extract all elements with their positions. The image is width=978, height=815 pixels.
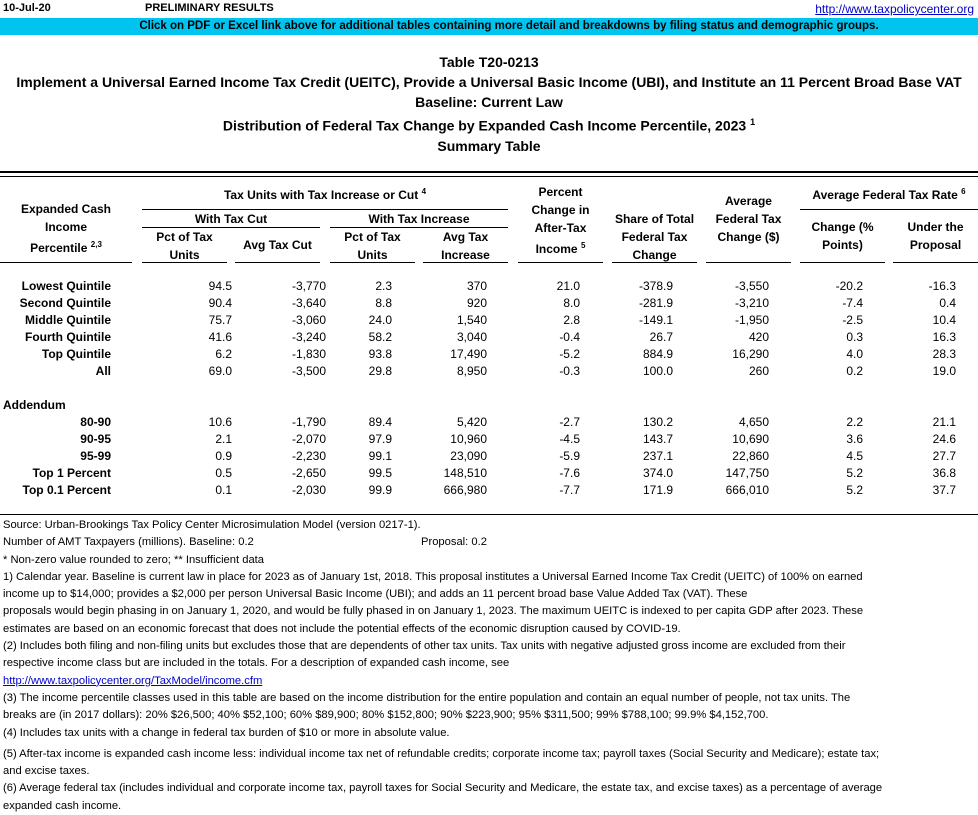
cell-cut-avg: -2,030 xyxy=(291,483,326,497)
footnotes xyxy=(3,517,975,815)
row-label: Middle Quintile xyxy=(25,313,111,327)
cell-avg-change: 4,650 xyxy=(738,415,769,429)
col-inc-avg-l1: Avg Tax xyxy=(442,230,489,244)
cell-rate-under: 0.4 xyxy=(939,296,956,310)
col-inc-avg-l2: Increase xyxy=(441,248,490,262)
cell-rate-under: 28.3 xyxy=(932,347,956,361)
cell-inc-avg: 148,510 xyxy=(443,466,487,480)
cell-cut-pct: 41.6 xyxy=(208,330,232,344)
distribution-title xyxy=(0,112,978,136)
table-id: Table T20-0213 xyxy=(439,54,539,70)
col-income-header xyxy=(0,200,132,257)
cell-share: 237.1 xyxy=(642,449,673,463)
cell-avg-change: 10,690 xyxy=(732,432,769,446)
cell-pct-change: -5.2 xyxy=(559,347,580,361)
cell-rate-change: 4.0 xyxy=(846,347,863,361)
cell-cut-pct: 75.7 xyxy=(208,313,232,327)
footnote-ref: 5 xyxy=(580,241,586,250)
tpc-site-link[interactable]: http://www.taxpolicycenter.org xyxy=(815,2,974,16)
cell-avg-change: 22,860 xyxy=(732,449,769,463)
table-bottom-rule xyxy=(0,514,978,515)
cell-inc-avg: 10,960 xyxy=(450,432,487,446)
cell-inc-avg: 920 xyxy=(466,296,487,310)
cell-cut-avg: -2,070 xyxy=(291,432,326,446)
cell-pct-change: -7.7 xyxy=(559,483,580,497)
cell-avg-change: 16,290 xyxy=(732,347,769,361)
col-avg-change-l1: Average xyxy=(725,194,772,208)
cell-inc-avg: 8,950 xyxy=(456,364,487,378)
table-row xyxy=(0,482,978,499)
cell-inc-pct: 99.9 xyxy=(368,483,392,497)
col-share-l2: Federal Tax xyxy=(621,230,688,244)
table-titles xyxy=(0,52,978,156)
cell-avg-change: 147,750 xyxy=(725,466,769,480)
col-underline xyxy=(330,262,415,263)
col-income-text: Percentile xyxy=(30,241,88,255)
cell-pct-change: -2.7 xyxy=(559,415,580,429)
with-cut-header: With Tax Cut xyxy=(194,212,268,226)
row-label: Lowest Quintile xyxy=(21,279,111,293)
amt-note xyxy=(3,534,975,551)
col-rate-under-l2: Proposal xyxy=(909,238,962,252)
col-rate-under-header xyxy=(893,218,978,254)
col-underline xyxy=(235,262,320,263)
cell-cut-pct: 10.6 xyxy=(208,415,232,429)
cell-rate-change: -7.4 xyxy=(842,296,863,310)
cell-cut-pct: 69.0 xyxy=(208,364,232,378)
cell-cut-pct: 0.5 xyxy=(215,466,232,480)
col-underline xyxy=(612,262,697,263)
cell-pct-change: -5.9 xyxy=(559,449,580,463)
note-3b: breaks are (in 2017 dollars): 20% $26,500; 40% $52,100; 60% $89,900; 80% $152,800; 90% $223,900; 95% $311,500; 99% $788,100; 99.9% $4,152,700. xyxy=(3,709,769,722)
note-5a: (5) After-tax income is expanded cash income less: individual income tax net of refundable credits; corporate income tax; payroll taxes (Social Security and Medicare); estate tax; xyxy=(3,747,880,760)
cell-rate-under: 10.4 xyxy=(932,313,956,327)
footnote-ref: 6 xyxy=(961,187,966,196)
row-label: 95-99 xyxy=(80,449,111,463)
col-inc-pct-header xyxy=(330,228,415,264)
cell-inc-pct: 99.5 xyxy=(368,466,392,480)
cell-pct-change: -0.3 xyxy=(559,364,580,378)
note-1a: 1) Calendar year. Baseline is current law in place for 2023 as of January 1st, 2018. This proposal institutes a Universal Earned Income Tax Credit (UEITC) of 100% on earned xyxy=(3,570,863,583)
col-rate-under-l1: Under the xyxy=(907,220,964,234)
note-6a: (6) Average federal tax (includes individual and corporate income tax, payroll taxes for Social Security and Medicare, the estate tax, and excise taxes) as a percentage of average xyxy=(3,782,883,795)
cell-rate-change: -2.5 xyxy=(842,313,863,327)
group-rate-text: Average Federal Tax Rate xyxy=(812,188,958,202)
table-row xyxy=(0,346,978,363)
info-banner: Click on PDF or Excel link above for additional tables containing more detail and breakdowns by filing status and demographic groups. xyxy=(0,18,978,35)
cell-share: 130.2 xyxy=(642,415,673,429)
cell-rate-change: -20.2 xyxy=(835,279,863,293)
col-underline xyxy=(518,262,603,263)
cell-rate-under: 24.6 xyxy=(932,432,956,446)
cell-share: 884.9 xyxy=(642,347,673,361)
report-date: 10-Jul-20 xyxy=(3,2,51,14)
cell-share: 143.7 xyxy=(642,432,673,446)
cell-inc-avg: 5,420 xyxy=(456,415,487,429)
cell-avg-change: 420 xyxy=(748,330,769,344)
cell-inc-pct: 2.3 xyxy=(375,279,392,293)
cell-pct-change: 8.0 xyxy=(563,296,580,310)
cell-inc-avg: 3,040 xyxy=(456,330,487,344)
top-bar xyxy=(0,0,978,18)
cell-rate-change: 4.5 xyxy=(846,449,863,463)
cell-inc-avg: 370 xyxy=(466,279,487,293)
note-1c: proposals would begin phasing in on January 1, 2020, and would be fully phased in on January 1, 2023. The maximum UEITC is indexed to per capita GDP after 2023. These xyxy=(3,605,864,618)
table-row xyxy=(0,414,978,431)
col-share-header xyxy=(612,210,697,264)
cell-cut-pct: 0.1 xyxy=(215,483,232,497)
cell-rate-under: 37.7 xyxy=(932,483,956,497)
col-underline xyxy=(706,262,791,263)
cell-cut-avg: -3,500 xyxy=(291,364,326,378)
cell-cut-avg: -3,240 xyxy=(291,330,326,344)
note-6b: expanded cash income. xyxy=(3,799,122,812)
cell-share: 100.0 xyxy=(642,364,673,378)
col-avg-change-header xyxy=(706,192,791,246)
col-rate-change-header xyxy=(800,218,885,254)
table-row xyxy=(0,363,978,380)
cell-cut-pct: 94.5 xyxy=(208,279,232,293)
col-cut-pct-l1: Pct of Tax xyxy=(156,230,213,244)
cell-inc-avg: 23,090 xyxy=(450,449,487,463)
footnote-ref: 2,3 xyxy=(90,240,102,249)
footnote-ref: 1 xyxy=(750,117,756,127)
cell-cut-pct: 90.4 xyxy=(208,296,232,310)
amt-proposal: Proposal: 0.2 xyxy=(421,536,487,549)
cell-cut-avg: -1,790 xyxy=(291,415,326,429)
cell-inc-pct: 24.0 xyxy=(368,313,392,327)
col-inc-pct-l2: Units xyxy=(357,248,388,262)
row-label: All xyxy=(95,364,111,378)
addendum-label: Addendum xyxy=(3,398,66,412)
col-pct-change-l3: After-Tax xyxy=(534,221,587,235)
col-avg-change-l2: Federal Tax xyxy=(715,212,782,226)
table-row xyxy=(0,312,978,329)
cell-cut-avg: -2,230 xyxy=(291,449,326,463)
cell-pct-change: -7.6 xyxy=(559,466,580,480)
cell-rate-under: -16.3 xyxy=(928,279,956,293)
cell-pct-change: -4.5 xyxy=(559,432,580,446)
group-rate-header xyxy=(800,183,978,204)
summary-title: Summary Table xyxy=(437,137,541,154)
cell-rate-change: 5.2 xyxy=(846,483,863,497)
cell-share: 26.7 xyxy=(649,330,673,344)
row-label: Top Quintile xyxy=(41,347,111,361)
cell-rate-under: 36.8 xyxy=(932,466,956,480)
note-5b: and excise taxes. xyxy=(3,765,90,778)
cell-share: 171.9 xyxy=(642,483,673,497)
col-avg-change-l3: Change ($) xyxy=(717,230,780,244)
note-4: (4) Includes tax units with a change in federal tax burden of $10 or more in absolute value. xyxy=(3,726,450,739)
cell-rate-change: 2.2 xyxy=(846,415,863,429)
col-underline xyxy=(0,262,132,263)
cell-share: 374.0 xyxy=(642,466,673,480)
note-2a: (2) Includes both filing and non-filing units but excludes those that are dependents of other tax units. Tax units with negative adjusted gross income are excluded from their xyxy=(3,640,846,653)
cell-avg-change: -3,550 xyxy=(734,279,769,293)
cell-inc-pct: 97.9 xyxy=(368,432,392,446)
note-1d: estimates are based on an economic forecast that does not include the potential effects of the economic disruption caused by COVID-19. xyxy=(3,622,681,635)
cell-pct-change: -0.4 xyxy=(559,330,580,344)
col-pct-change-header xyxy=(518,183,603,258)
col-rate-change-l2: Points) xyxy=(822,238,863,252)
rate-underline xyxy=(800,209,978,210)
note-2b: respective income class but are included in the totals. For a description of expanded cash income, see xyxy=(3,657,510,670)
row-label: 90-95 xyxy=(80,432,111,446)
cell-inc-pct: 89.4 xyxy=(368,415,392,429)
cell-inc-pct: 8.8 xyxy=(375,296,392,310)
cell-pct-change: 2.8 xyxy=(563,313,580,327)
cell-inc-pct: 58.2 xyxy=(368,330,392,344)
cell-share: -378.9 xyxy=(638,279,673,293)
cell-share: -149.1 xyxy=(638,313,673,327)
row-label: Fourth Quintile xyxy=(25,330,111,344)
col-pct-change-text: Income xyxy=(535,242,578,256)
col-share-l1: Share of Total xyxy=(614,212,695,226)
col-rate-change-l1: Change (% xyxy=(811,220,874,234)
cell-inc-pct: 99.1 xyxy=(368,449,392,463)
baseline-title: Baseline: Current Law xyxy=(415,94,563,110)
cell-rate-under: 21.1 xyxy=(932,415,956,429)
preliminary-label: PRELIMINARY RESULTS xyxy=(145,2,274,14)
note-3a: (3) The income percentile classes used in this table are based on the income distribution for the entire population and contain an equal number of people, not tax units. The xyxy=(3,691,851,704)
cell-inc-pct: 93.8 xyxy=(368,347,392,361)
col-cut-pct-header xyxy=(142,228,227,264)
table-row xyxy=(0,295,978,312)
cell-rate-under: 27.7 xyxy=(932,449,956,463)
table-row xyxy=(0,278,978,295)
table-row xyxy=(0,329,978,346)
with-increase-header: With Tax Increase xyxy=(368,212,470,226)
table-row xyxy=(0,431,978,448)
cell-cut-avg: -2,650 xyxy=(291,466,326,480)
cell-cut-avg: -3,640 xyxy=(291,296,326,310)
cell-cut-avg: -3,060 xyxy=(291,313,326,327)
table-row xyxy=(0,448,978,465)
cell-cut-pct: 2.1 xyxy=(215,432,232,446)
col-underline xyxy=(893,262,978,263)
col-income-line2 xyxy=(0,236,132,257)
cell-avg-change: -3,210 xyxy=(734,296,769,310)
cell-avg-change: -1,950 xyxy=(734,313,769,327)
col-underline xyxy=(142,262,227,263)
cell-inc-avg: 1,540 xyxy=(456,313,487,327)
col-inc-avg-header xyxy=(423,228,508,264)
cell-rate-change: 3.6 xyxy=(846,432,863,446)
cell-inc-avg: 666,980 xyxy=(443,483,487,497)
proposal-title: Implement a Universal Earned Income Tax Credit (UEITC), Provide a Universal Basic Income (UBI), and Institute an 11 Percent Broad Base VAT xyxy=(16,74,962,90)
cell-rate-change: 0.3 xyxy=(846,330,863,344)
footnote-ref: 4 xyxy=(421,187,427,196)
cell-cut-pct: 0.9 xyxy=(215,449,232,463)
cell-cut-avg: -1,830 xyxy=(291,347,326,361)
cell-inc-pct: 29.8 xyxy=(368,364,392,378)
cell-inc-avg: 17,490 xyxy=(450,347,487,361)
row-label: 80-90 xyxy=(80,415,111,429)
legend-note: * Non-zero value rounded to zero; ** Insufficient data xyxy=(3,553,264,566)
income-definition-link[interactable]: http://www.taxpolicycenter.org/TaxModel/income.cfm xyxy=(3,674,263,687)
cell-share: -281.9 xyxy=(638,296,673,310)
col-inc-pct-l1: Pct of Tax xyxy=(344,230,401,244)
distribution-text: Distribution of Federal Tax Change by Expanded Cash Income Percentile, 2023 xyxy=(222,117,747,134)
col-pct-change-l1: Percent xyxy=(538,185,583,199)
cell-rate-under: 19.0 xyxy=(932,364,956,378)
row-label: Second Quintile xyxy=(19,296,111,310)
col-share-l3: Change xyxy=(632,248,677,262)
col-pct-change-l2: Change in xyxy=(531,203,590,217)
col-cut-pct-l2: Units xyxy=(169,248,200,262)
cell-rate-change: 0.2 xyxy=(846,364,863,378)
group-tax-units-text: Tax Units with Tax Increase or Cut xyxy=(223,188,419,202)
cell-pct-change: 21.0 xyxy=(556,279,580,293)
col-pct-change-l4 xyxy=(518,237,603,258)
col-cut-avg-header: Avg Tax Cut xyxy=(243,238,312,252)
col-underline xyxy=(800,262,885,263)
cell-rate-change: 5.2 xyxy=(846,466,863,480)
note-2-link-line xyxy=(3,673,975,690)
cell-avg-change: 260 xyxy=(748,364,769,378)
header-double-rule xyxy=(0,171,978,177)
table-row xyxy=(0,465,978,482)
col-income-line1: Expanded Cash Income xyxy=(20,202,112,234)
cell-cut-avg: -3,770 xyxy=(291,279,326,293)
note-1b: income up to $14,000; provides a $2,000 per person Universal Basic Income (UBI); and adds an 11 percent broad base Value Added Tax (VAT). These xyxy=(3,588,748,601)
amt-baseline: Number of AMT Taxpayers (millions). Baseline: 0.2 xyxy=(3,536,254,549)
row-label: Top 1 Percent xyxy=(32,466,111,480)
row-label: Top 0.1 Percent xyxy=(22,483,111,497)
col-underline xyxy=(423,262,508,263)
cell-cut-pct: 6.2 xyxy=(215,347,232,361)
cell-rate-under: 16.3 xyxy=(932,330,956,344)
cell-avg-change: 666,010 xyxy=(725,483,769,497)
group-tax-units-header xyxy=(142,183,508,204)
source-note: Source: Urban-Brookings Tax Policy Center Microsimulation Model (version 0217-1). xyxy=(3,519,421,531)
